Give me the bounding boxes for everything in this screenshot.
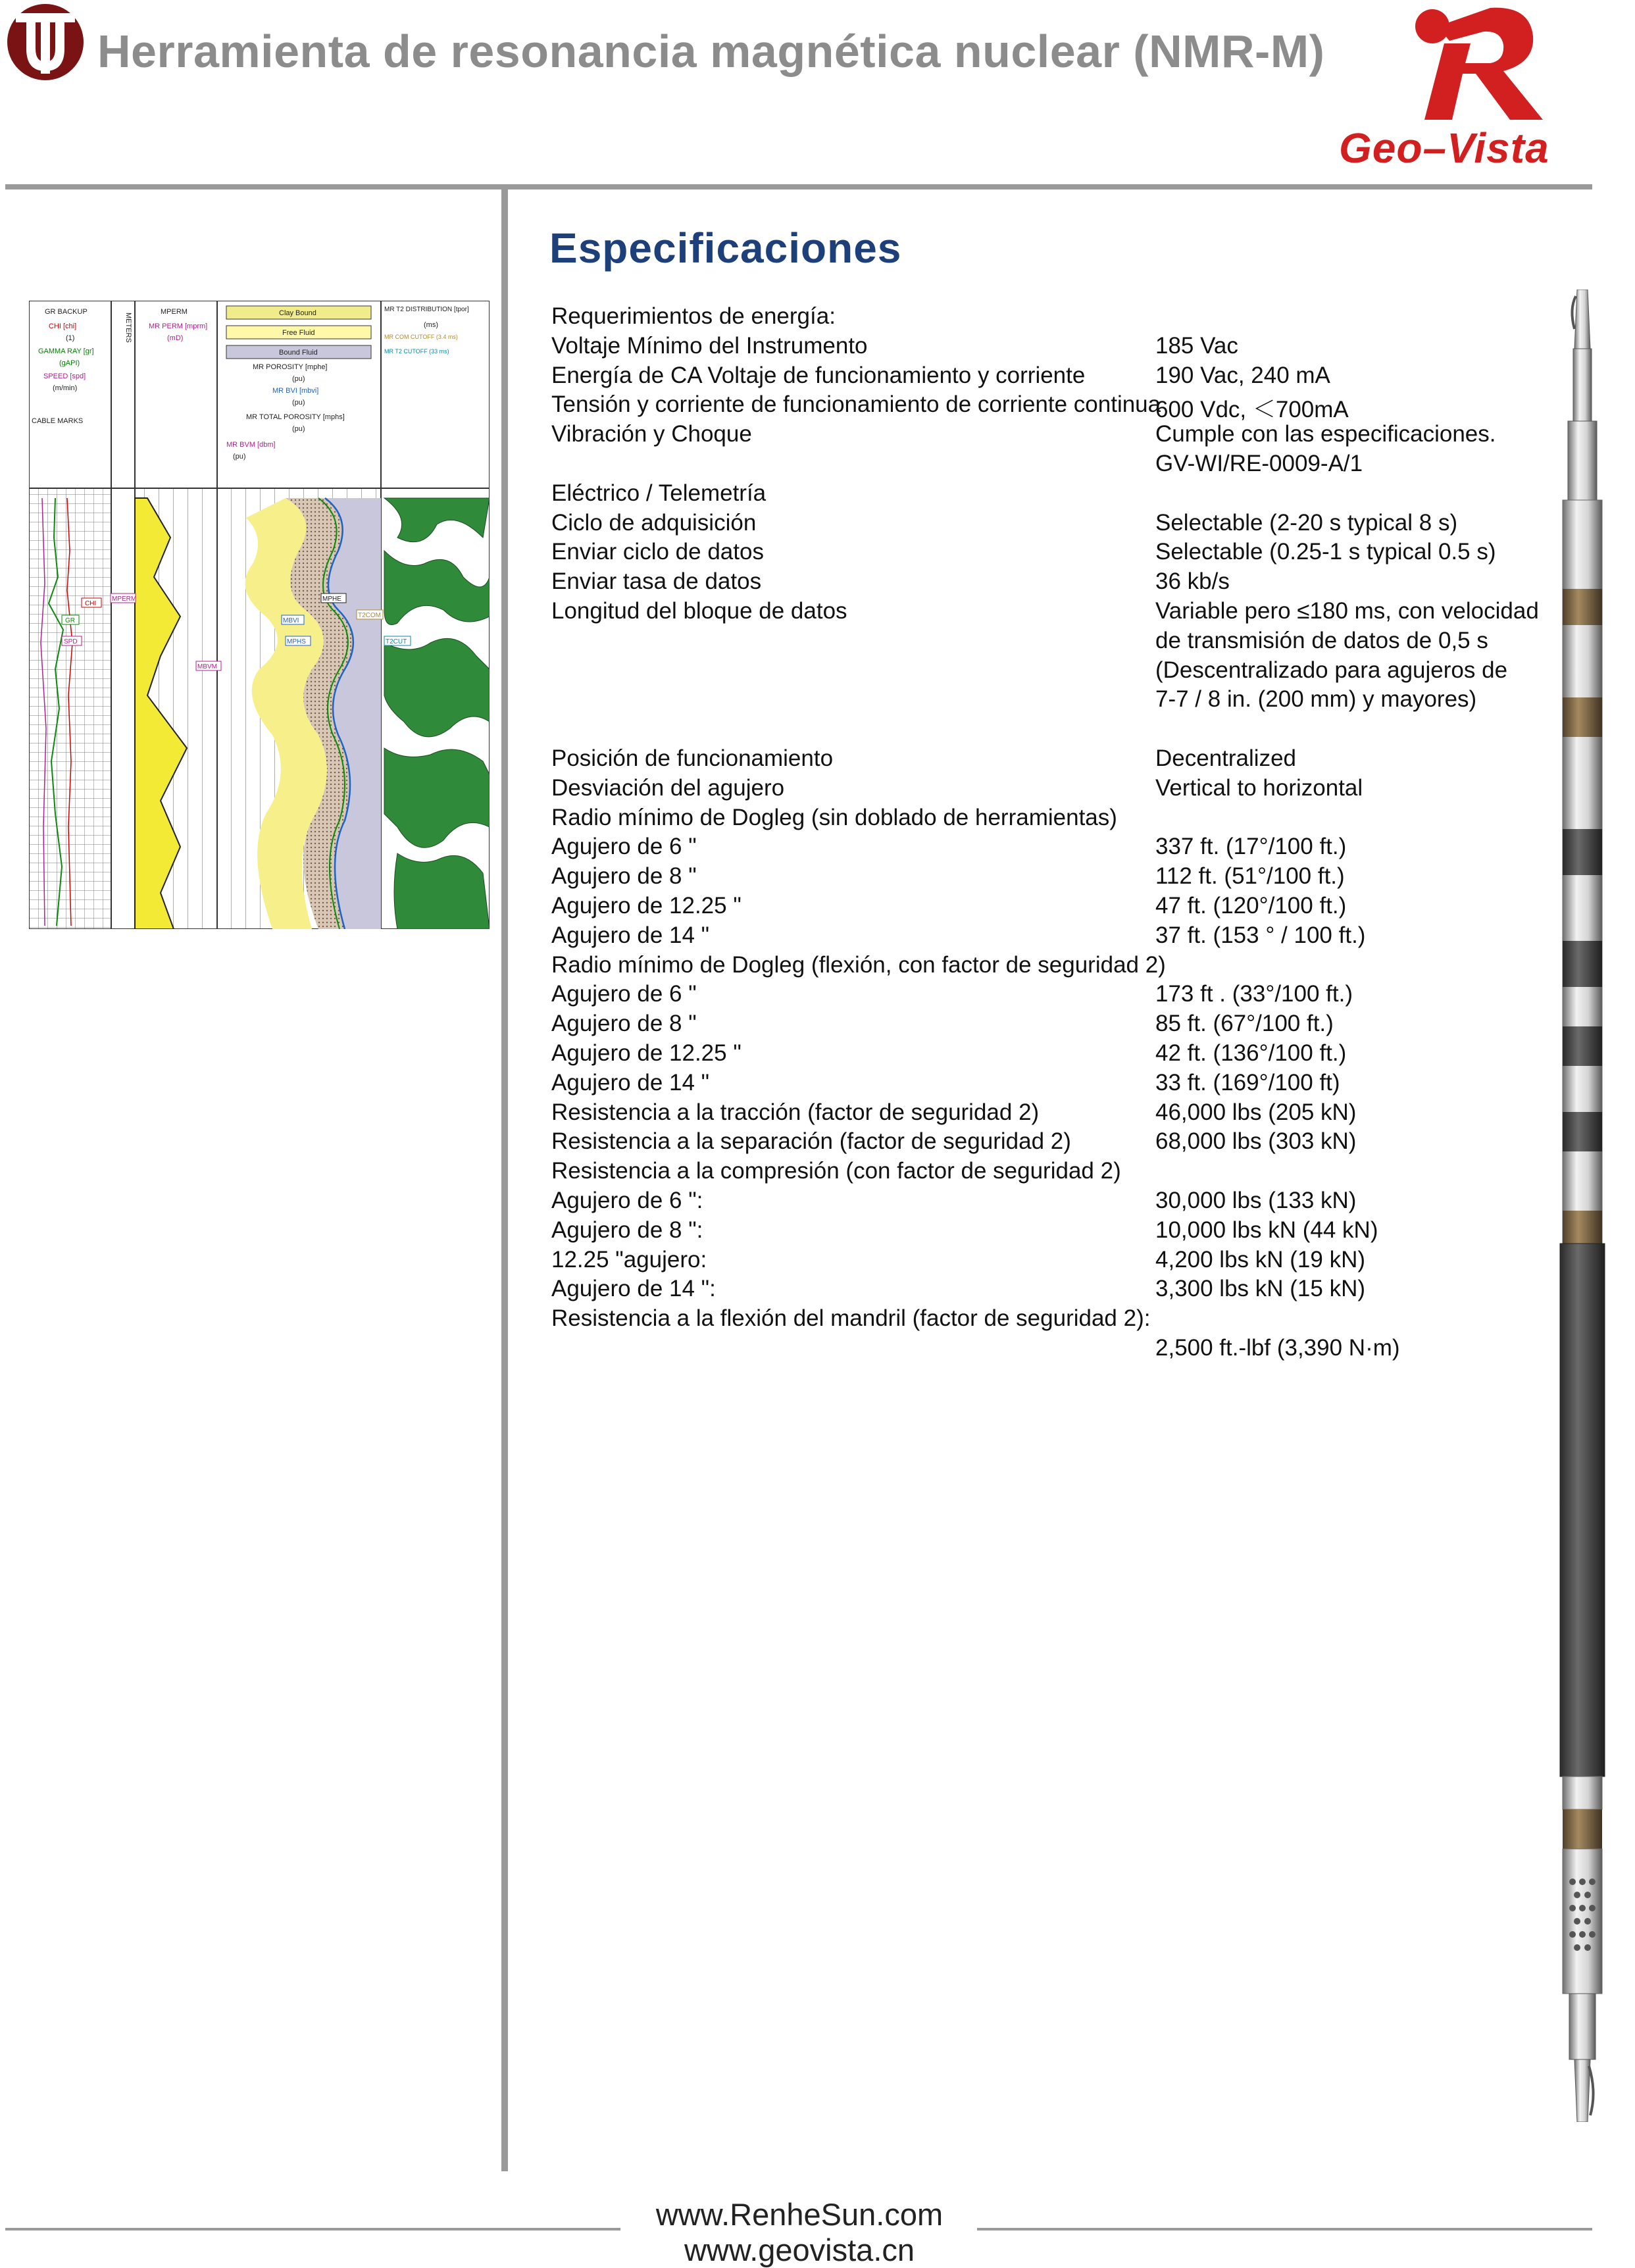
spec-value: Decentralized bbox=[1155, 745, 1296, 771]
spec-label: Resistencia a la separación (factor de seguridad 2) bbox=[551, 1128, 1071, 1154]
log-tag-chi: CHI bbox=[85, 600, 97, 607]
spec-label: Vibración y Choque bbox=[551, 421, 752, 447]
footer-url-geovista[interactable]: www.geovista.cn bbox=[684, 2232, 915, 2267]
spec-label: Resistencia a la compresión (con factor de seguridad 2) bbox=[551, 1158, 1121, 1184]
spec-value: 10,000 lbs kN (44 kN) bbox=[1155, 1217, 1378, 1243]
spec-value: (Descentralizado para agujeros de bbox=[1155, 657, 1508, 683]
spec-label: Radio mínimo de Dogleg (flexión, con factor de seguridad 2) bbox=[551, 952, 1166, 978]
log-gr-cable: CABLE MARKS bbox=[32, 417, 84, 425]
spec-value: Vertical to horizontal bbox=[1155, 775, 1363, 801]
spec-value: 4,200 lbs kN (19 kN) bbox=[1155, 1247, 1366, 1273]
spec-value: 68,000 lbs (303 kN) bbox=[1155, 1128, 1357, 1154]
spec-label: Agujero de 8 " bbox=[551, 1011, 697, 1036]
spec-value: 33 ft. (169°/100 ft) bbox=[1155, 1070, 1340, 1096]
spec-value: 190 Vac, 240 mA bbox=[1155, 363, 1330, 388]
log-gr-gamma: GAMMA RAY [gr] bbox=[38, 347, 94, 355]
spec-value: 46,000 lbs (205 kN) bbox=[1155, 1099, 1357, 1125]
spec-value: 185 Vac bbox=[1155, 333, 1238, 359]
spec-value: 85 ft. (67°/100 ft.) bbox=[1155, 1011, 1334, 1036]
spec-value: 30,000 lbs (133 kN) bbox=[1155, 1188, 1357, 1213]
spec-label: Desviación del agujero bbox=[551, 775, 785, 801]
spec-label: Ciclo de adquisición bbox=[551, 510, 757, 536]
log-mr-bvm-unit: (pu) bbox=[233, 453, 246, 461]
spec-value: 3,300 lbs kN (15 kN) bbox=[1155, 1276, 1366, 1301]
spec-value: 42 ft. (136°/100 ft.) bbox=[1155, 1040, 1347, 1066]
log-mr-bvm: MR BVM [dbm] bbox=[226, 441, 276, 449]
log-depth-header: METERS bbox=[124, 313, 132, 343]
spec-label: Posición de funcionamiento bbox=[551, 745, 834, 771]
spec-label: Eléctrico / Telemetría bbox=[551, 480, 767, 506]
spec-label: Agujero de 14 ": bbox=[551, 1276, 716, 1301]
spec-label: Agujero de 14 " bbox=[551, 922, 710, 948]
company-logo bbox=[4, 3, 87, 82]
spec-label: Energía de CA Voltaje de funcionamiento y corriente bbox=[551, 363, 1086, 388]
spec-value: 47 ft. (120°/100 ft.) bbox=[1155, 893, 1347, 919]
spec-label: Resistencia a la tracción (factor de seguridad 2) bbox=[551, 1099, 1040, 1125]
log-mr-bvi-unit: (pu) bbox=[292, 399, 305, 407]
specs-heading: Especificaciones bbox=[549, 224, 902, 272]
log-tag-gr: GR bbox=[65, 617, 75, 624]
log-perm-unit: (mD) bbox=[167, 334, 184, 342]
log-mr-porosity: MR POROSITY [mphe] bbox=[253, 363, 328, 371]
log-t2-unit: (ms) bbox=[424, 321, 438, 329]
column-divider bbox=[501, 189, 508, 2171]
spec-label: Resistencia a la flexión del mandril (factor de seguridad 2): bbox=[551, 1305, 1151, 1331]
log-tag-mphs: MPHS bbox=[287, 638, 306, 645]
geovista-logo-icon bbox=[1392, 0, 1549, 125]
spec-label: Agujero de 8 ": bbox=[551, 1217, 703, 1243]
spec-label: 12.25 "agujero: bbox=[551, 1247, 707, 1273]
spec-label: Enviar ciclo de datos bbox=[551, 539, 764, 565]
page-title: Herramienta de resonancia magnética nuclear (NMR-M) bbox=[97, 26, 1325, 77]
log-tag-t2cut: T2CUT bbox=[386, 638, 407, 645]
spec-value: Selectable (2-20 s typical 8 s) bbox=[1155, 510, 1458, 536]
spec-label: Agujero de 8 " bbox=[551, 863, 697, 889]
log-gr-speed-unit: (m/min) bbox=[53, 384, 78, 392]
nmr-log-chart bbox=[29, 301, 490, 929]
log-t2-com: MR COM CUTOFF (3.4 ms) bbox=[384, 334, 458, 340]
spec-value: Variable pero ≤180 ms, con velocidad bbox=[1155, 598, 1539, 624]
spec-label: Voltaje Mínimo del Instrumento bbox=[551, 333, 868, 359]
log-bound-fluid: Bound Fluid bbox=[279, 349, 318, 357]
log-mr-bvi: MR BVI [mbvi] bbox=[272, 387, 319, 395]
spec-value: GV-WI/RE-0009-A/1 bbox=[1155, 451, 1363, 476]
log-gr-gamma-unit: (gAPI) bbox=[59, 359, 80, 367]
spec-value: 173 ft . (33°/100 ft.) bbox=[1155, 981, 1353, 1007]
log-mr-total-unit: (pu) bbox=[292, 425, 305, 433]
footer-url-renhesun[interactable]: www.RenheSun.com bbox=[655, 2197, 943, 2232]
log-tag-mphe: MPHE bbox=[322, 595, 341, 603]
spec-value: Cumple con las especificaciones. bbox=[1155, 421, 1496, 447]
spec-label: Tensión y corriente de funcionamiento de corriente continua bbox=[551, 391, 1161, 417]
log-t2-header: MR T2 DISTRIBUTION [tpor] bbox=[384, 306, 469, 313]
spec-value: Selectable (0.25-1 s typical 0.5 s) bbox=[1155, 539, 1496, 565]
spec-label: Agujero de 12.25 " bbox=[551, 893, 742, 919]
log-gr-header: GR BACKUP bbox=[45, 308, 88, 316]
spec-label: Radio mínimo de Dogleg (sin doblado de herramientas) bbox=[551, 805, 1117, 830]
log-mr-porosity-unit: (pu) bbox=[292, 375, 305, 383]
spec-label: Agujero de 6 " bbox=[551, 981, 697, 1007]
spec-value: 7-7 / 8 in. (200 mm) y mayores) bbox=[1155, 686, 1477, 712]
spec-value: 600 Vdc, ＜700mA bbox=[1155, 397, 1349, 422]
brand-name: Geo–Vista bbox=[1339, 124, 1549, 172]
spec-label: Agujero de 14 " bbox=[551, 1070, 710, 1096]
spec-label: Agujero de 6 " bbox=[551, 834, 697, 859]
spec-value: 112 ft. (51°/100 ft.) bbox=[1155, 863, 1345, 889]
nmr-tool-image bbox=[1543, 290, 1622, 2122]
spec-label: Agujero de 6 ": bbox=[551, 1188, 703, 1213]
log-perm-curve: MR PERM [mprm] bbox=[149, 322, 208, 330]
log-gr-chi: CHI [chi] bbox=[49, 322, 77, 330]
spec-value: de transmisión de datos de 0,5 s bbox=[1155, 628, 1488, 653]
log-gr-speed: SPEED [spd] bbox=[43, 372, 86, 380]
log-clay-bound: Clay Bound bbox=[279, 309, 316, 317]
spec-value: 36 kb/s bbox=[1155, 568, 1230, 594]
header-divider bbox=[5, 184, 1592, 189]
log-tag-spd: SPD bbox=[64, 638, 78, 645]
spec-label: Longitud del bloque de datos bbox=[551, 598, 847, 624]
log-tag-mperm: MPERM bbox=[112, 595, 137, 603]
spec-label: Requerimientos de energía: bbox=[551, 303, 836, 329]
spec-value: 2,500 ft.-lbf (3,390 N·m) bbox=[1155, 1335, 1400, 1361]
spec-label: Enviar tasa de datos bbox=[551, 568, 762, 594]
log-tag-t2com: T2COM bbox=[358, 612, 381, 619]
spec-value: 337 ft. (17°/100 ft.) bbox=[1155, 834, 1347, 859]
log-free-fluid: Free Fluid bbox=[282, 329, 315, 337]
log-mr-total: MR TOTAL POROSITY [mphs] bbox=[246, 413, 345, 421]
log-perm-header: MPERM bbox=[161, 308, 188, 316]
spec-value: 37 ft. (153 ° / 100 ft.) bbox=[1155, 922, 1366, 948]
spec-label: Agujero de 12.25 " bbox=[551, 1040, 742, 1066]
log-gr-chi-unit: (1) bbox=[66, 334, 75, 342]
log-t2-cutoff: MR T2 CUTOFF (33 ms) bbox=[384, 348, 449, 355]
log-tag-mbvm: MBVM bbox=[197, 663, 217, 670]
log-tag-mbvi: MBVI bbox=[283, 617, 299, 624]
